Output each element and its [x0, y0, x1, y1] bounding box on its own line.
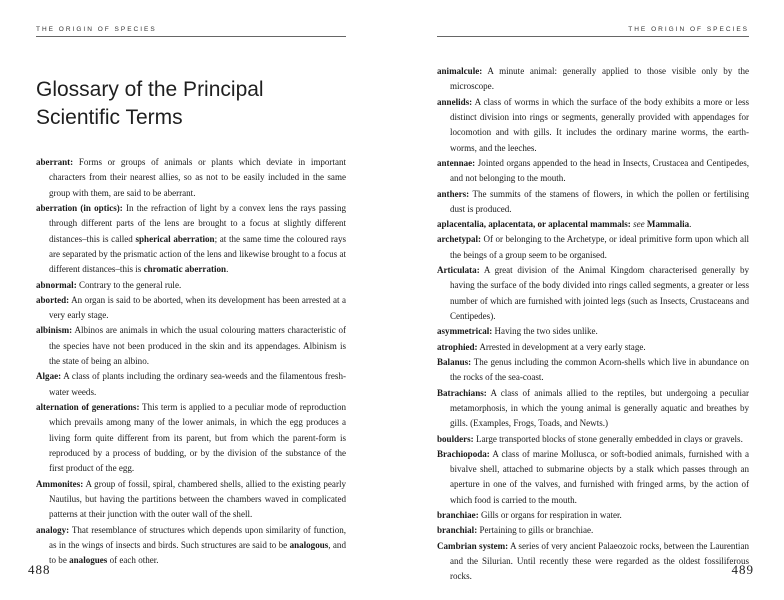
glossary-entry — [437, 232, 749, 263]
glossary-definition-text: A series of very ancient Palaeozoic rocks, between the Laurentian and the Silurian. Until recently these were regarded as the oldest fossiliferous rocks. — [450, 540, 749, 582]
glossary-entry — [437, 386, 749, 432]
glossary-term: asymmetrical: — [437, 326, 493, 337]
glossary-term: Algae: — [36, 371, 62, 382]
glossary-definition-text: The summits of the stamens of flowers, in which the pollen or fertilising dust is produced. — [450, 188, 749, 214]
glossary-term: Ammonites: — [36, 478, 84, 489]
glossary-definition-text: of each other. — [107, 555, 159, 566]
glossary-definition-text: ; at the same time the coloured rays are separated by the prismatic action of the lens and likewise brought to a focus at different distances–this is — [49, 233, 346, 275]
glossary-entry — [437, 64, 749, 95]
glossary-term: boulders: — [437, 433, 474, 444]
page-number: 489 — [731, 562, 754, 577]
glossary-term: branchial: — [437, 525, 478, 536]
glossary-term: alternation of generations: — [36, 402, 140, 412]
glossary-entry — [36, 323, 346, 369]
glossary-term: animalcule: — [437, 66, 483, 76]
glossary-definition-text: Jointed organs appended to the head in Insects, Crustacea and Centipedes, and not belonging to the mouth. — [450, 157, 749, 184]
emphasized-term: chromatic aberration — [143, 264, 227, 275]
glossary-term: antennae: — [437, 157, 476, 168]
glossary-definition-text: A class of animals allied to the reptiles, but undergoing a peculiar metamorphosis, in which the young animal is generally aquatic and breathes by gills. (Examples, Frogs, Toads, and Newts.) — [450, 387, 749, 429]
glossary-entry — [36, 523, 346, 569]
glossary-term: aberration (in optics): — [36, 202, 123, 213]
glossary-term: Brachiopoda: — [437, 448, 490, 459]
page-number: 488 — [28, 562, 51, 577]
emphasized-term: analogues — [69, 555, 108, 566]
glossary-definition-text: An organ is said to be aborted, when its development has been arrested at a very early stage. — [49, 294, 346, 321]
glossary-entry — [36, 201, 346, 278]
glossary-definition-text: Albinos are animals in which the usual colouring matters characteristic of the species have not been produced in the skin and its appendages. Albinism is the state of being an albino. — [49, 325, 346, 367]
glossary-term: atrophied: — [437, 341, 478, 352]
glossary-definition-text: A minute animal: generally applied to those visible only by the microscope. — [450, 66, 749, 92]
cross-reference-word: see — [633, 219, 645, 230]
header-rule — [437, 36, 749, 37]
glossary-entry — [36, 278, 346, 293]
glossary-entry — [36, 369, 346, 400]
emphasized-term: Mammalia — [646, 219, 690, 230]
glossary-term: annelids: — [437, 96, 473, 107]
glossary-definition-text: Of or belonging to the Archetype, or ideal primitive form upon which all the beings of a group seem to be organised. — [450, 234, 749, 260]
chapter-title-line1: Glossary of the Principal — [36, 78, 264, 101]
glossary-entry — [437, 263, 749, 324]
glossary-entry — [437, 539, 749, 585]
running-head: THE ORIGIN OF SPECIES — [628, 26, 749, 33]
glossary-definition-text: A class of marine Mollusca, or soft-bodied animals, furnished with a bivalve shell, attached to submarine objects by a stalk which passes through an aperture in one of the valves, and furnished with fringed arms, by the action of which food is carried to the mouth. — [450, 448, 749, 505]
emphasized-term: analogous — [289, 539, 329, 550]
glossary-entry — [437, 187, 749, 218]
glossary-entry — [437, 217, 749, 232]
glossary-definition-text: Large transported blocks of stone generally embedded in clays or gravels. — [473, 433, 743, 444]
glossary-definition-text: A group of fossil, spiral, chambered shells, allied to the existing pearly Nautilus, but having the partitions between the chambers waved in complicated patterns at their junction with the outer wall of the shell. — [49, 478, 346, 520]
glossary-definition-text: That resemblance of structures which depends upon similarity of function, as in the wings of insects and birds. Such structures are said to be — [49, 524, 346, 550]
glossary-definition-text: A class of plants including the ordinary sea-weeds and the filamentous fresh-water weeds. — [49, 371, 346, 397]
glossary-entry — [36, 293, 346, 324]
glossary-term: Batrachians: — [437, 387, 487, 398]
right-page — [392, 0, 784, 600]
glossary-definition-text: A class of worms in which the surface of the body exhibits a more or less distinct division into rings or segments, generally provided with appendages for locomotion and with gills. It includes the ordinary marine worms, the earth-worms, and the leeches. — [450, 96, 749, 153]
chapter-title — [36, 76, 346, 132]
glossary-term: analogy: — [36, 524, 70, 535]
glossary-entry — [437, 156, 749, 187]
glossary-entries — [437, 64, 749, 585]
glossary-term: Balanus: — [437, 356, 472, 367]
glossary-entry — [36, 400, 346, 477]
glossary-definition-text: A great division of the Animal Kingdom characterised generally by having the surface of the body divided into rings called segments, a greater or less number of which are furnished with jointed legs (such as Insects, Crustaceans and Centipedes). — [450, 265, 749, 321]
glossary-term: archetypal: — [437, 234, 482, 245]
glossary-entry — [437, 340, 749, 355]
glossary-entry — [36, 155, 346, 201]
glossary-definition-text: Arrested in development at a very early stage. — [477, 341, 646, 352]
glossary-term: aplacentalia, aplacentata, or aplacental mammals: — [437, 219, 631, 230]
glossary-entry — [437, 324, 749, 339]
glossary-definition-text: The genus including the common Acorn-shells which live in abundance on the rocks of the sea-coast. — [450, 356, 749, 383]
glossary-definition-text: Forms or groups of animals or plants which deviate in important characters from their nearest allies, so as not to be easily included in the same group with them, are said to be aberrant. — [49, 157, 346, 198]
chapter-title-line2: Scientific Terms — [36, 106, 183, 129]
header-rule — [36, 36, 346, 37]
glossary-definition-text: Gills or organs for respiration in water. — [478, 510, 622, 521]
glossary-definition-text: This term is applied to a peculiar mode of reproduction which prevails among many of the lower animals, in which the egg produces a living form quite different from its parent, but from which the parent-form is reproduced by a process of budding, or by the division of the substance of the first product of the egg. — [49, 402, 347, 474]
glossary-term: Cambrian system: — [437, 540, 509, 551]
glossary-term: branchiae: — [437, 510, 479, 521]
glossary-entry — [437, 432, 749, 447]
glossary-entry — [437, 355, 749, 386]
glossary-definition-text: Contrary to the general rule. — [76, 279, 182, 290]
glossary-definition-text: In the refraction of light by a convex lens the rays passing through different parts of the lens are brought to a focus at slightly different distances–this is called — [49, 202, 346, 244]
glossary-definition-text: Having the two sides unlike. — [492, 326, 598, 337]
running-head: THE ORIGIN OF SPECIES — [36, 26, 157, 33]
glossary-term: anthers: — [437, 188, 470, 199]
glossary-definition-text: . — [689, 219, 692, 230]
glossary-entry — [437, 523, 749, 538]
emphasized-term: spherical aberration — [135, 233, 215, 244]
glossary-term: abnormal: — [36, 279, 77, 290]
glossary-definition-text: . — [226, 264, 229, 275]
glossary-entry — [36, 477, 346, 523]
glossary-entry — [437, 508, 749, 523]
glossary-definition-text: , and to be — [49, 539, 346, 566]
glossary-term: albinism: — [36, 325, 73, 336]
glossary-term: aberrant: — [36, 157, 74, 167]
glossary-entry — [437, 95, 749, 156]
glossary-term: Articulata: — [437, 265, 480, 276]
glossary-entries — [36, 155, 346, 568]
glossary-term: aborted: — [36, 294, 70, 305]
glossary-definition-text: Pertaining to gills or branchiae. — [477, 525, 594, 536]
glossary-entry — [437, 447, 749, 508]
